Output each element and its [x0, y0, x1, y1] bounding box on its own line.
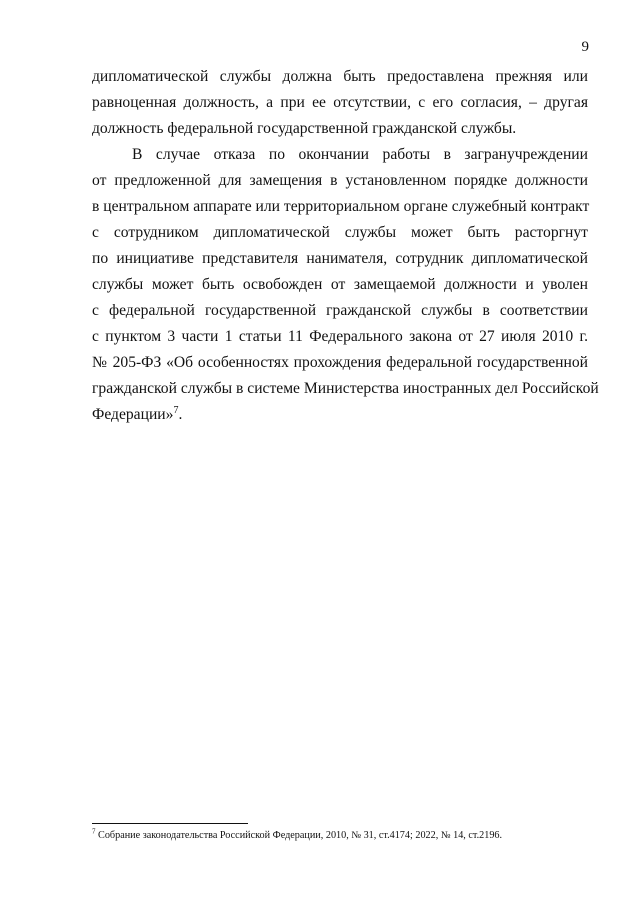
text-line: В случае отказа по окончании работы в загранучреждении [132, 146, 588, 163]
text-line: с федеральной государственной гражданской службы в соответствии [92, 302, 588, 319]
text-line: от предложенной для замещения в установленном порядке должности [92, 172, 588, 189]
text-line: в центральном аппарате или территориальном органе служебный контракт [92, 198, 590, 215]
footnote-reference[interactable]: 7 [173, 404, 179, 416]
document-body [92, 64, 599, 428]
text-line: гражданской службы в системе Министерства иностранных дел Российской [92, 380, 599, 397]
footnote-text: Собрание законодательства Российской Федерации, 2010, № 31, ст.4174; 2022, № 14, ст.2196. [98, 830, 503, 841]
text-line: № 205-ФЗ «Об особенностях прохождения федеральной государственной [92, 354, 588, 371]
footnote-separator [92, 823, 248, 824]
text-line: с пунктом 3 части 1 статьи 11 Федерального закона от 27 июля 2010 г. [92, 328, 588, 345]
text-line: с сотрудником дипломатической службы может быть расторгнут [92, 224, 588, 241]
text-line: должность федеральной государственной гражданской службы. [92, 120, 517, 137]
text-line: по инициативе представителя нанимателя, сотрудник дипломатической [92, 250, 588, 267]
footnote-marker: 7 [92, 827, 96, 836]
footnote [92, 829, 592, 842]
page-number: 9 [581, 39, 589, 55]
text-line: дипломатической службы должна быть предоставлена прежняя или [92, 68, 588, 85]
text-line-last [92, 402, 588, 428]
text-line: равноценная должность, а при ее отсутствии, с его согласия, – другая [92, 94, 588, 111]
text-line: Федерации» [92, 406, 174, 423]
final-punctuation: . [178, 406, 183, 423]
text-line: службы может быть освобожден от замещаемой должности и уволен [92, 276, 588, 293]
